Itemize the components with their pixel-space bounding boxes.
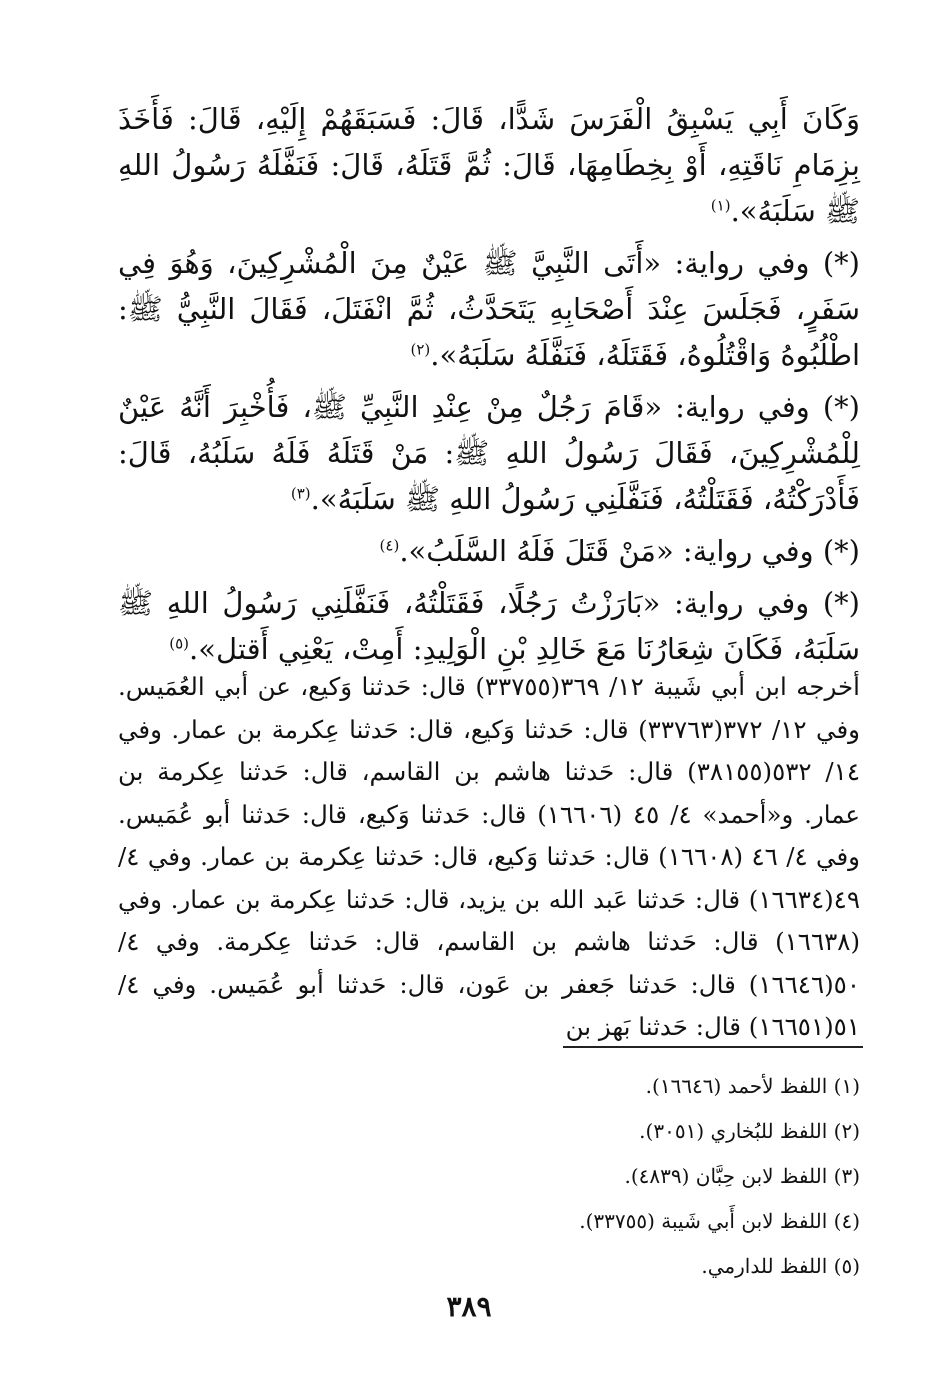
paragraph-text: (*) وفي رواية: «مَنْ قَتَلَ فَلَهُ السَّلَبُ».: [399, 534, 860, 568]
footnote-mark: (٣): [290, 484, 311, 503]
footnote-1: (١) اللفظ لأحمد (١٦٦٤٦).: [645, 1074, 860, 1098]
takhrij-paragraph: أخرجه ابن أبي شَيبة ١٢/ ٣٦٩(٣٣٧٥٥) قال: حَدثنا وَكيع، عن أبي العُمَيس. وفي ١٢/ ٣٧٢(٣٣٧٦٣) قال: حَدثنا وَكيع، قال: حَدثنا عِكرمة بن عمار. وفي ١٤/ ٥٣٢(٣٨١٥٥) قال: حَدثنا هاشم بن القاسم، قال: حَدثنا عِكرمة بن عمار. و«أحمد» ٤/ ٤٥ (١٦٦٠٦) قال: حَدثنا وَكيع، قال: حَدثنا أبو عُمَيس. وفي ٤/ ٤٦ (١٦٦٠٨) قال: حَدثنا وَكيع، قال: حَدثنا عِكرمة بن عمار. وفي ٤/ ٤٩(١٦٦٣٤) قال: حَدثنا عَبد الله بن يزيد، قال: حَدثنا عِكرمة بن عمار. وفي (١٦٦٣٨) قال: حَدثنا هاشم بن القاسم، قال: حَدثنا عِكرمة. وفي ٤/ ٥٠(١٦٦٤٦) قال: حَدثنا جَعفر بن عَون، قال: حَدثنا أبو عُمَيس. وفي ٤/ ٥١(١٦٦٥١) قال: حَدثنا بَهز بن: [118, 672, 861, 1041]
paragraph-text: وَكَانَ أَبِي يَسْبِقُ الْفَرَسَ شَدًّا، قَالَ: فَسَبَقَهُمْ إِلَيْهِ، قَالَ: فَأَخَذَ بِزِمَامِ نَاقَتِهِ، أَوْ بِخِطَامِهَا، قَالَ: ثُمَّ قَتَلَهُ، قَالَ: فَنَفَّلَهُ رَسُولُ اللهِ ﷺ سَلَبَهُ».: [118, 102, 860, 228]
footnote-mark: (٤): [379, 536, 400, 555]
footnote-5: (٥) اللفظ للدارمي.: [701, 1254, 860, 1278]
riwaya-paragraph: [118, 384, 860, 522]
footnote-2: (٢) اللفظ للبُخاري (٣٠٥١).: [639, 1119, 860, 1143]
footnote-separator: [563, 1046, 863, 1048]
footnote-mark: (٥): [169, 634, 190, 653]
riwaya-paragraph: [118, 240, 860, 378]
riwaya-paragraph: [118, 528, 860, 574]
footnote-mark: (٢): [410, 340, 431, 359]
takhrij-text: [118, 666, 860, 1049]
main-text: [118, 96, 860, 678]
footnote-mark: (١): [710, 196, 731, 215]
paragraph-text: (*) وفي رواية: «قَامَ رَجُلٌ مِنْ عِنْدِ النَّبِيِّ ﷺ، فَأُخْبِرَ أَنَّهُ عَيْنٌ لِلْمُشْرِكِينَ، فَقَالَ رَسُولُ اللهِ ﷺ: مَنْ قَتَلَهُ فَلَهُ سَلَبُهُ، قَالَ: فَأَدْرَكْتُهُ، فَقَتَلْتُهُ، فَنَفَّلَنِي رَسُولُ اللهِ ﷺ سَلَبَهُ».: [118, 390, 860, 516]
paragraph-text: (*) وفي رواية: «بَارَزْتُ رَجُلًا، فَقَتَلْتُهُ، فَنَفَّلَنِي رَسُولُ اللهِ ﷺ سَلَبَهُ، فَكَانَ شِعَارُنَا مَعَ خَالِدِ بْنِ الْوَلِيدِ: أَمِتْ، يَعْنِي أَقتل».: [118, 586, 860, 666]
footnotes: [300, 1064, 860, 1289]
footnote-3: (٣) اللفظ لابن حِبَّان (٤٨٣٩).: [624, 1164, 860, 1188]
paragraph-text: (*) وفي رواية: «أَتَى النَّبِيَّ ﷺ عَيْنٌ مِنَ الْمُشْرِكِينَ، وَهُوَ فِي سَفَرٍ، فَجَلَسَ عِنْدَ أَصْحَابِهِ يَتَحَدَّثُ، ثُمَّ انْفَتَلَ، فَقَالَ النَّبِيُّ ﷺ: اطْلُبُوهُ وَاقْتُلُوهُ، فَقَتَلَهُ، فَنَفَّلَهُ سَلَبَهُ».: [118, 246, 860, 372]
footnote-4: (٤) اللفظ لابن أَبي شَيبة (٣٣٧٥٥).: [579, 1209, 860, 1233]
page-number: ٣٨٩: [446, 1290, 492, 1323]
hadith-paragraph: [118, 96, 860, 234]
riwaya-paragraph: [118, 580, 860, 672]
